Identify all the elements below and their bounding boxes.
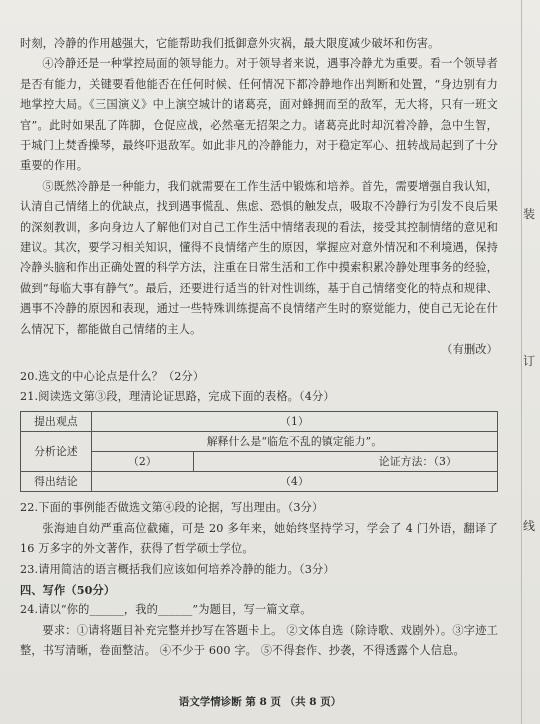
question-22-example: 张海迪自幼严重高位截瘫，可是 20 多年来，她始终坚持学习，学会了 4 门外语，翻译了 16 万多字的外文著作，获得了哲学硕士学位。 (20, 521, 498, 556)
table-blank-1: （1） (92, 412, 498, 432)
page-content (20, 34, 498, 662)
table-head-analysis: 分析论述 (21, 432, 92, 472)
binding-line (521, 0, 522, 724)
question-23: 23.请用简洁的语言概括我们应该如何培养冷静的能力。（3分） (20, 562, 335, 576)
argument-table (20, 411, 498, 492)
binding-mark-xian: 线 (522, 519, 535, 533)
table-blank-2: （2） (92, 452, 194, 472)
question-22: 22.下面的事例能否做选文第④段的论据，写出理由。（3分） (20, 501, 324, 515)
passage-paragraph-5: ⑤既然冷静是一种能力，我们就需要在工作生活中锻炼和培养。首先，需要增强自我认知，认清自己情绪上的优缺点，找到遇事慌乱、焦虑、恐惧的触发点，吸取不冷静行为引发不良后果的深刻教训，多向身边人了解他们对自己工作生活中情绪表现的看法，接受其控制情绪的意见和建议。其次，要学习相关知识，懂得不良情绪产生的原因，掌握应对意外情况和不利境遇，保持冷静头脑和作出正确处置的科学方法，注重在日常生活和工作中摸索积累冷静处理事务的经验，做到“每临大事有静气”。最后，还要进行适当的针对性训练，基于自己情绪变化的特点和规律、遇事不冷静的原因和表现，通过一些特殊训练提高不良情绪产生时的察觉能力，使自己无论在什么情况下，都能做自己情绪的主人。 (20, 179, 498, 336)
passage-paragraph-4: ④冷静还是一种掌控局面的领导能力。对于领导者来说，遇事冷静尤为重要。看一个领导者是否有能力，关键要看他能否在任何时候、任何情况下都冷静地作出判断和处置，“身边别有力地掌控大局。《三国演义》中上演空城计的诸葛亮，面对蜂拥而至的敌军，无大将，只有一班文官”。此时如果乱了阵脚，仓促应战，必然毫无招架之力。诸葛亮此时却沉着冷静，急中生智，于城门上焚香操琴，最终吓退敌军。如此非凡的冷静能力，对于稳定军心、扭转战局起到了十分重要的作用。 (20, 57, 498, 173)
table-blank-4: （4） (92, 472, 498, 492)
table-head-viewpoint: 提出观点 (21, 412, 92, 432)
writing-section-title: 四、写作（50分） (20, 582, 116, 597)
question-21: 21.阅读选文第③段，理清论证思路，完成下面的表格。（4分） (20, 389, 335, 403)
question-20: 20.选文的中心论点是什么？（2分） (20, 369, 205, 383)
source-note: （有删改） (441, 343, 498, 357)
passage-paragraph: 时刻，冷静的作用越强大，它能帮助我们抵御意外灾祸，最大限度减少破坏和伤害。 (20, 37, 440, 50)
binding-mark-ding: 订 (522, 354, 535, 368)
binding-mark-zhuang: 装 (522, 207, 535, 221)
table-head-conclusion: 得出结论 (21, 472, 92, 492)
question-24: 24.请以“你的______，我的______”为题目，写一篇文章。 (20, 603, 312, 617)
table-blank-3: 论证方法：（3） (193, 452, 497, 472)
writing-requirements: 要求：①请将题目补充完整并抄写在答题卡上。 ②文体自选（除诗歌、戏剧外）。③字迹工整，书写清晰，卷面整洁。 ④不少于 600 字。 ⑤不得套作、抄袭，不得透露个人信息。 (20, 623, 498, 658)
page-footer: 语文学情诊断 第 8 页 （共 8 页） (178, 696, 342, 708)
table-analysis-line: 解释什么是“临危不乱的镇定能力”。 (92, 432, 498, 452)
